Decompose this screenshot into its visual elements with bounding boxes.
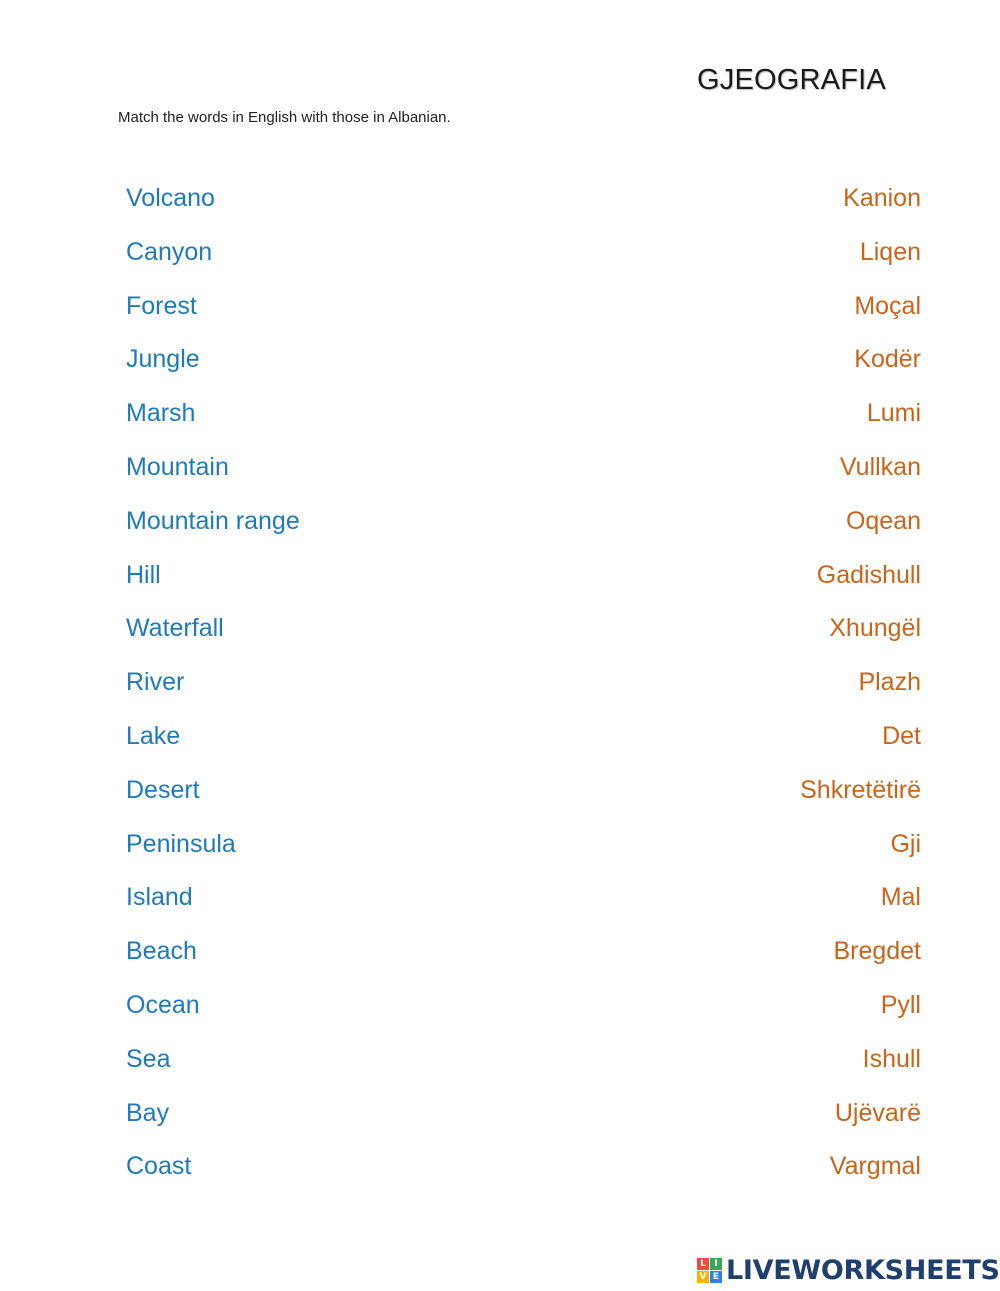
albanian-word[interactable]: Oqean	[845, 506, 921, 535]
english-word[interactable]: Island	[126, 883, 193, 912]
albanian-word[interactable]: Gji	[890, 829, 921, 858]
albanian-word[interactable]: Mal	[880, 883, 921, 912]
albanian-word[interactable]: Shkretëtirë	[800, 775, 921, 804]
english-word[interactable]: Jungle	[126, 345, 200, 374]
albanian-word[interactable]: Moçal	[854, 291, 921, 320]
liveworksheets-logo	[697, 1255, 1000, 1285]
logo-mark-tile: V	[697, 1271, 709, 1283]
english-word[interactable]: Volcano	[126, 184, 215, 212]
logo-mark-tile: I	[710, 1258, 722, 1270]
english-word[interactable]: Ocean	[126, 990, 200, 1019]
english-word[interactable]: Waterfall	[126, 614, 224, 643]
albanian-word[interactable]: Bregdet	[833, 937, 921, 966]
albanian-word[interactable]: Vargmal	[829, 1152, 921, 1181]
english-word[interactable]: Sea	[126, 1044, 171, 1073]
albanian-word[interactable]: Lumi	[866, 399, 921, 428]
english-word[interactable]: Coast	[126, 1152, 192, 1181]
albanian-word[interactable]: Ishull	[862, 1044, 921, 1073]
albanian-word[interactable]: Vullkan	[839, 452, 921, 481]
page-title: GJEOGRAFIA	[697, 64, 886, 96]
english-word[interactable]: River	[126, 668, 185, 697]
english-word[interactable]: Canyon	[126, 237, 213, 266]
albanian-word[interactable]: Pyll	[880, 990, 921, 1019]
english-word[interactable]: Peninsula	[126, 829, 236, 858]
english-word[interactable]: Hill	[126, 560, 161, 589]
english-word[interactable]: Bay	[126, 1098, 170, 1127]
albanian-word[interactable]: Liqen	[859, 237, 921, 266]
albanian-word[interactable]: Det	[882, 721, 921, 750]
logo-mark-tile: L	[697, 1258, 709, 1270]
instructions-text: Match the words in English with those in Albanian.	[118, 109, 451, 126]
albanian-word[interactable]: Gadishull	[816, 560, 921, 589]
english-word[interactable]: Forest	[126, 291, 197, 320]
english-word[interactable]: Mountain range	[126, 506, 300, 535]
albanian-word[interactable]: Kanion	[843, 184, 921, 212]
english-word[interactable]: Marsh	[126, 399, 196, 428]
english-word-list	[126, 180, 300, 1202]
albanian-word-list	[800, 180, 921, 1202]
english-word[interactable]: Lake	[126, 721, 181, 750]
albanian-word[interactable]: Ujëvarë	[834, 1098, 921, 1127]
logo-mark-tile: E	[710, 1271, 722, 1283]
liveworksheets-logo-icon	[697, 1258, 722, 1283]
english-word[interactable]: Mountain	[126, 452, 229, 481]
logo-text: LIVEWORKSHEETS	[726, 1254, 1000, 1286]
english-word[interactable]: Desert	[126, 775, 200, 804]
albanian-word[interactable]: Kodër	[854, 345, 921, 374]
albanian-word[interactable]: Plazh	[858, 668, 921, 697]
english-word[interactable]: Beach	[126, 937, 197, 966]
albanian-word[interactable]: Xhungël	[829, 614, 921, 643]
